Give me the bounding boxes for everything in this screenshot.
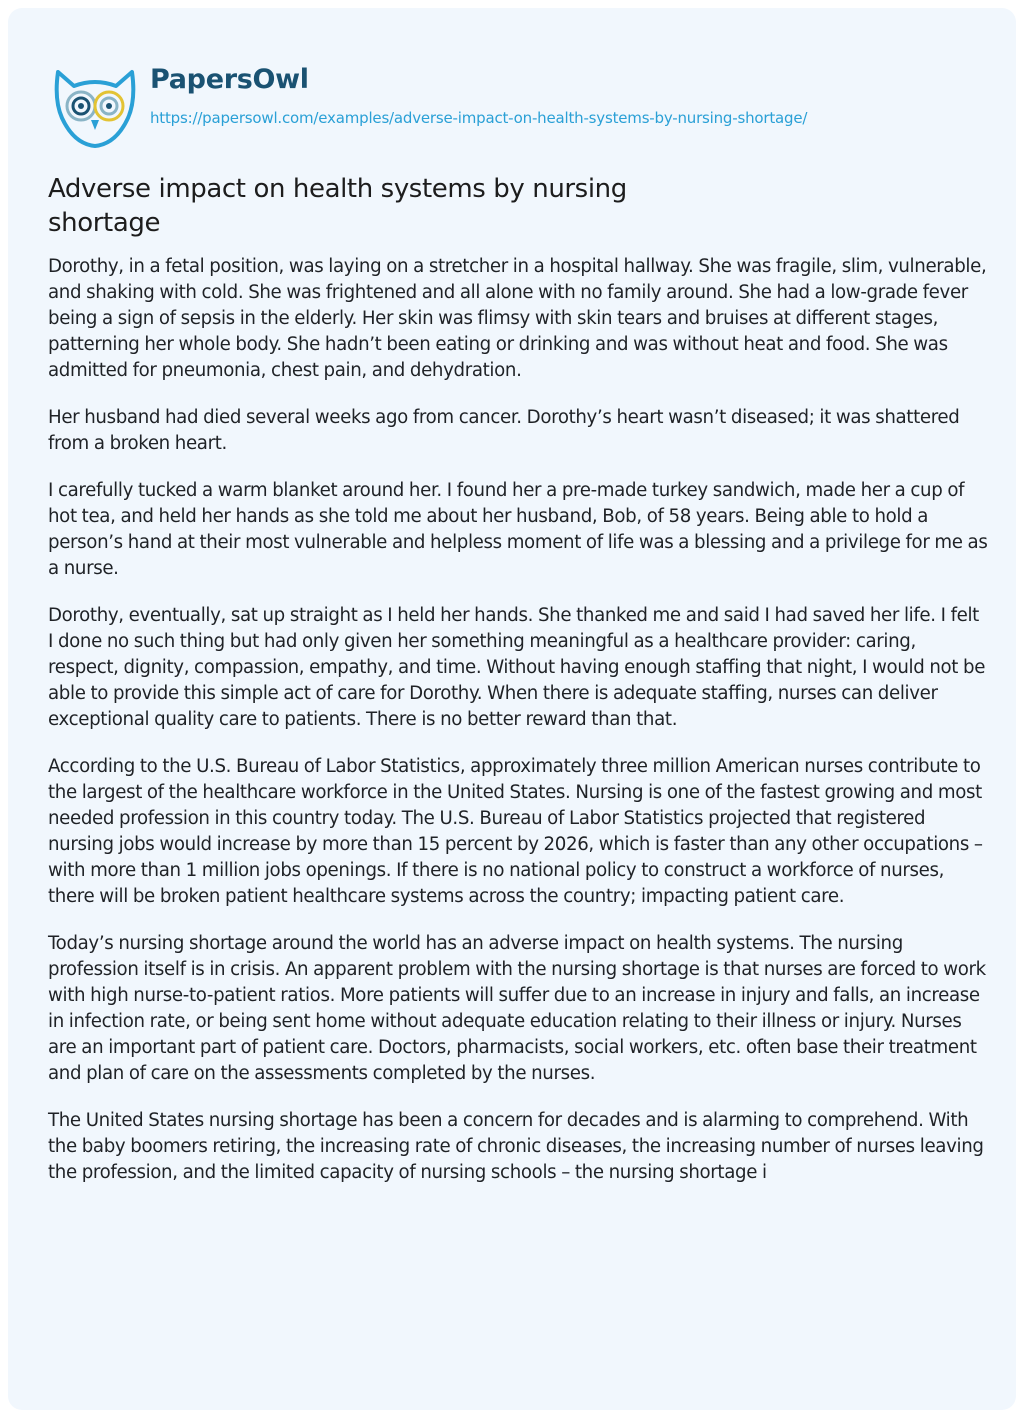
article-title: Adverse impact on health systems by nursing shortage [48,174,627,238]
paragraph-3: I carefully tucked a warm blanket around her. I found her a pre-made turkey sandwich, made her a cup of hot tea, and held her hands as she told me about her husband, Bob, of 58 years. Being able to hold a person’s hand at their most vulnerable and helpless moment of life was a blessing and a privilege for me as a nurse. [48,480,988,579]
owl-logo-icon[interactable] [50,60,140,150]
document-card [8,8,1016,1410]
paragraph-2: Her husband had died several weeks ago from cancer. Dorothy’s heart wasn’t diseased; it was shattered from a broken heart. [48,407,960,454]
paragraph-4: Dorothy, eventually, sat up straight as I held her hands. She thanked me and said I had saved her life. I felt I done no such thing but had only given her something meaningful as a healthcare provider: caring, respect, dignity, compassion, empathy, and time. Without having enough staffing that night, I would not be able to provide this simple act of care for Dorothy. When there is adequate staffing, nurses can deliver exceptional quality care to patients. There is no better reward than that. [48,605,986,730]
paragraph-6: Today’s nursing shortage around the world has an adverse impact on health systems. The nursing profession itself is in crisis. An apparent problem with the nursing shortage is that nurses are forced to work with high nurse-to-patient ratios. More patients will suffer due to an increase in injury and falls, an increase in infection rate, or being sent home without adequate education relating to their illness or injury. Nurses are an important part of patient care. Doctors, pharmacists, social workers, etc. often base their treatment and plan of care on the assessments completed by the nurses. [48,933,986,1084]
paragraph-1: Dorothy, in a fetal position, was laying on a stretcher in a hospital hallway. She was fragile, slim, vulnerable, and shaking with cold. She was frightened and all alone with no family around. She had a low-grade fever being a sign of sepsis in the elderly. Her skin was flimsy with skin tears and bruises at different stages, patterning her whole body. She hadn’t been eating or drinking and was without heat and food. She was admitted for pneumonia, chest pain, and dehydration. [48,256,987,381]
brand-block [150,64,807,128]
paragraph-5: According to the U.S. Bureau of Labor Statistics, approximately three million American nurses contribute to the largest of the healthcare workforce in the United States. Nursing is one of the fastest growing and most needed profession in this country today. The U.S. Bureau of Labor Statistics projected that registered nursing jobs would increase by more than 15 percent by 2026, which is faster than any other occupations – with more than 1 million jobs openings. If there is no national policy to construct a workforce of nurses, there will be broken patient healthcare systems across the country; impacting patient care. [48,756,983,907]
site-header [50,60,807,150]
article-body [48,254,988,1207]
article-url-link[interactable]: https://papersowl.com/examples/adverse-impact-on-health-systems-by-nursing-shortage/ [150,109,808,127]
paragraph-7: The United States nursing shortage has been a concern for decades and is alarming to comprehend. With the baby boomers retiring, the increasing rate of chronic diseases, the increasing number of nurses leaving the profession, and the limited capacity of nursing schools – the nursing shortage i [48,1110,984,1183]
brand-name[interactable]: PapersOwl [150,64,309,95]
